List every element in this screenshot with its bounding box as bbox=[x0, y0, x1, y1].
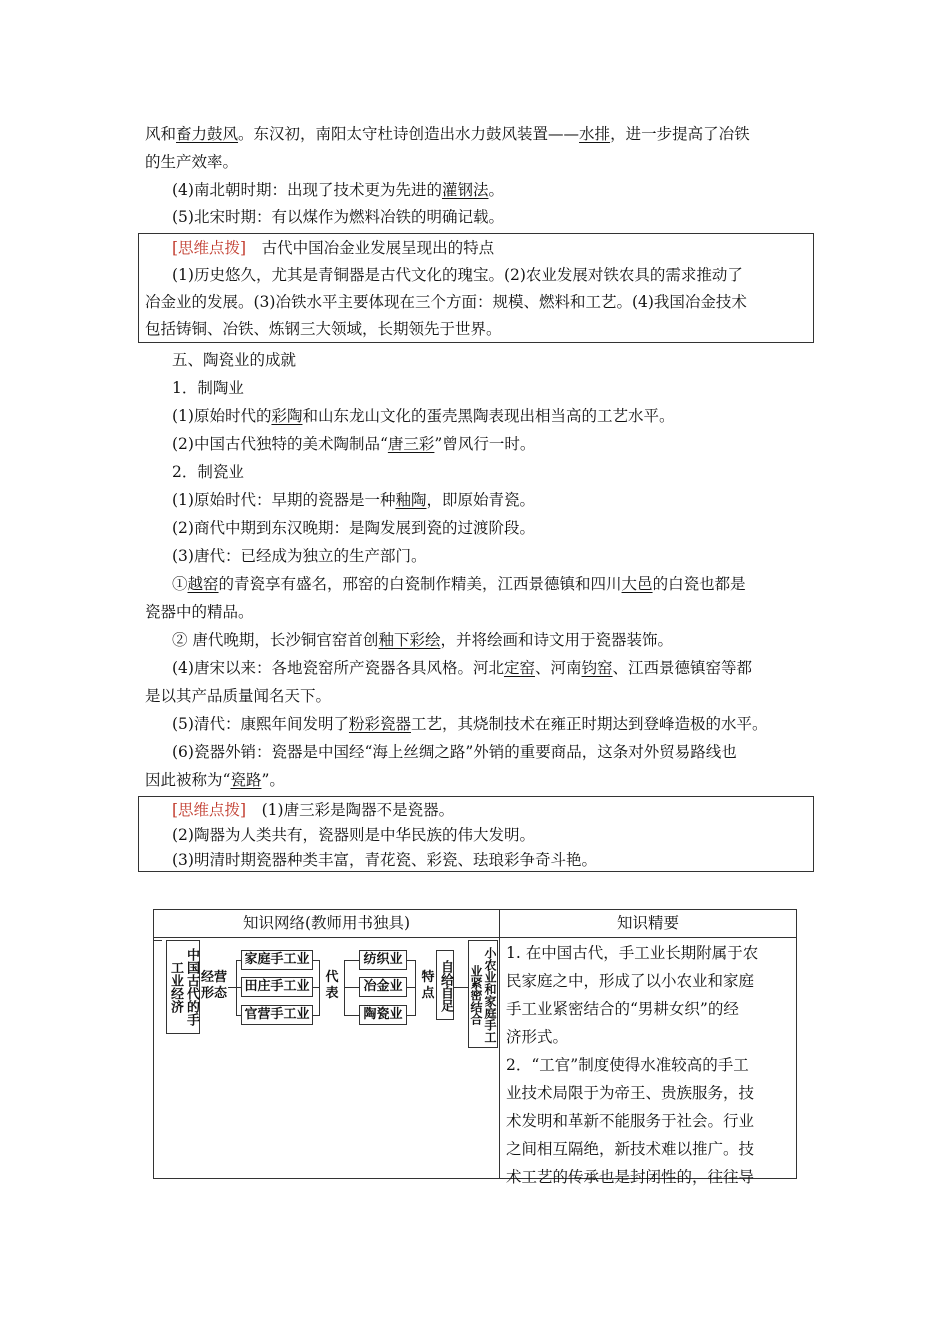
text-line: 风和畜力鼓风。东汉初，南阳太守杜诗创造出水力鼓风装置——水排，进一步提高了冶铁 bbox=[145, 125, 750, 143]
tip-title: [思维点拨] 古代中国冶金业发展呈现出的特点 bbox=[172, 239, 495, 257]
text-line: 冶金业的发展。(3)冶铁水平主要体现在三个方面：规模、燃料和工艺。(4)我国冶金技术 bbox=[145, 293, 747, 311]
tip-label: [思维点拨] bbox=[172, 801, 247, 819]
text-line: 2．“工官”制度使得水准较高的手工 bbox=[506, 1056, 749, 1074]
text-line: (2)中国古代独特的美术陶制品“唐三彩”曾风行一时。 bbox=[172, 435, 536, 453]
connector bbox=[344, 960, 359, 961]
rep-box: 陶瓷业 bbox=[359, 1005, 407, 1025]
connector bbox=[344, 987, 359, 988]
text-line: 术发明和革新不能服务于社会。行业 bbox=[506, 1112, 755, 1130]
column-divider bbox=[499, 910, 500, 1178]
form-label: 经营形态 bbox=[200, 970, 228, 1006]
text-line: 1. 在中国古代，手工业长期附属于农 bbox=[506, 944, 759, 962]
text-line: (3)唐代：已经成为独立的生产部门。 bbox=[172, 547, 427, 565]
text-line: 包括铸铜、冶铁、炼钢三大领域，长期领先于世界。 bbox=[145, 320, 502, 338]
text-line: (5)北宋时期：有以煤作为燃料冶铁的明确记载。 bbox=[172, 208, 504, 226]
feat-box: 自给自足 bbox=[436, 950, 454, 1020]
essentials-text bbox=[506, 939, 794, 1191]
text-line: 手工业紧密结合的“男耕女织”的经 bbox=[506, 1000, 739, 1018]
connector bbox=[454, 987, 468, 988]
connector bbox=[344, 1015, 359, 1016]
connector bbox=[407, 987, 415, 988]
text-line: (6)瓷器外销：瓷器是中国经“海上丝绸之路”外销的重要商品，这条对外贸易路线也 bbox=[172, 743, 737, 761]
form-box: 官营手工业 bbox=[241, 1005, 313, 1025]
subsection-heading: 2．制瓷业 bbox=[172, 463, 244, 481]
text-line: (5)清代：康熙年间发明了粉彩瓷器工艺，其烧制技术在雍正时期达到登峰造极的水平。 bbox=[172, 715, 768, 733]
form-box: 田庄手工业 bbox=[241, 977, 313, 997]
text-line: 民家庭之中，形成了以小农业和家庭 bbox=[506, 972, 755, 990]
text-line: 因此被称为“瓷路”。 bbox=[145, 771, 285, 789]
text-line: (2)商代中期到东汉晚期：是陶发展到瓷的过渡阶段。 bbox=[172, 519, 535, 537]
feat-label: 特点 bbox=[416, 970, 440, 1006]
text-line: (1)历史悠久，尤其是青铜器是古代文化的瑰宝。(2)农业发展对铁农具的需求推动了 bbox=[172, 266, 743, 284]
essentials-header: 知识精要 bbox=[500, 910, 796, 938]
text-line: (1)原始时代：早期的瓷器是一种釉陶，即原始青瓷。 bbox=[172, 491, 535, 509]
text-line: 的生产效率。 bbox=[145, 153, 239, 171]
form-box: 家庭手工业 bbox=[241, 950, 313, 970]
bracket bbox=[236, 960, 237, 1016]
connector bbox=[407, 960, 415, 961]
text-line: 瓷器中的精品。 bbox=[145, 603, 254, 621]
text-line: (4)南北朝时期：出现了技术更为先进的灌钢法。 bbox=[172, 181, 504, 199]
bracket bbox=[344, 960, 345, 1016]
text-line: 济形式。 bbox=[506, 1028, 569, 1046]
connector bbox=[154, 940, 162, 941]
subsection-heading: 1．制陶业 bbox=[172, 379, 244, 397]
diagram-root: 中国古代的手工业经济 bbox=[166, 940, 200, 1034]
rep-box: 纺织业 bbox=[359, 950, 407, 970]
text-line: (4)唐宋以来：各地瓷窑所产瓷器各具风格。河北定窑、河南钧窑、江西景德镇窑等都 bbox=[172, 659, 753, 677]
combo-box: 小农业和家庭手工业紧密结合 bbox=[468, 940, 498, 1048]
text-line: (2)陶器为人类共有，瓷器则是中华民族的伟大发明。 bbox=[172, 826, 535, 844]
tip-label: [思维点拨] bbox=[172, 239, 247, 257]
section-heading: 五、陶瓷业的成就 bbox=[172, 351, 297, 369]
text-line: 业技术局限于为帝王、贵族服务，技 bbox=[506, 1084, 755, 1102]
tip-title: [思维点拨] (1)唐三彩是陶器不是瓷器。 bbox=[172, 801, 455, 819]
knowledge-table bbox=[153, 909, 797, 1186]
connector bbox=[407, 1015, 415, 1016]
connector bbox=[228, 987, 236, 988]
text-line: 之间相互隔绝，新技术难以推广。技 bbox=[506, 1140, 755, 1158]
text-line: ①越窑的青瓷享有盛名，邢窑的白瓷制作精美，江西景德镇和四川大邑的白瓷也都是 bbox=[172, 575, 746, 593]
text-line: (3)明清时期瓷器种类丰富，青花瓷、彩瓷、珐琅彩争奇斗艳。 bbox=[172, 851, 597, 869]
rep-label: 代表 bbox=[320, 970, 344, 1006]
text-line: 是以其产品质量闻名天下。 bbox=[145, 687, 332, 705]
text-line: ② 唐代晚期，长沙铜官窑首创釉下彩绘，并将绘画和诗文用于瓷器装饰。 bbox=[172, 631, 673, 649]
rep-box: 冶金业 bbox=[359, 977, 407, 997]
text-line: 术工艺的传承也是封闭性的，往往导 bbox=[506, 1168, 755, 1186]
network-header: 知识网络(教师用书独具) bbox=[154, 910, 499, 938]
text-line: (1)原始时代的彩陶和山东龙山文化的蛋壳黑陶表现出相当高的工艺水平。 bbox=[172, 407, 675, 425]
